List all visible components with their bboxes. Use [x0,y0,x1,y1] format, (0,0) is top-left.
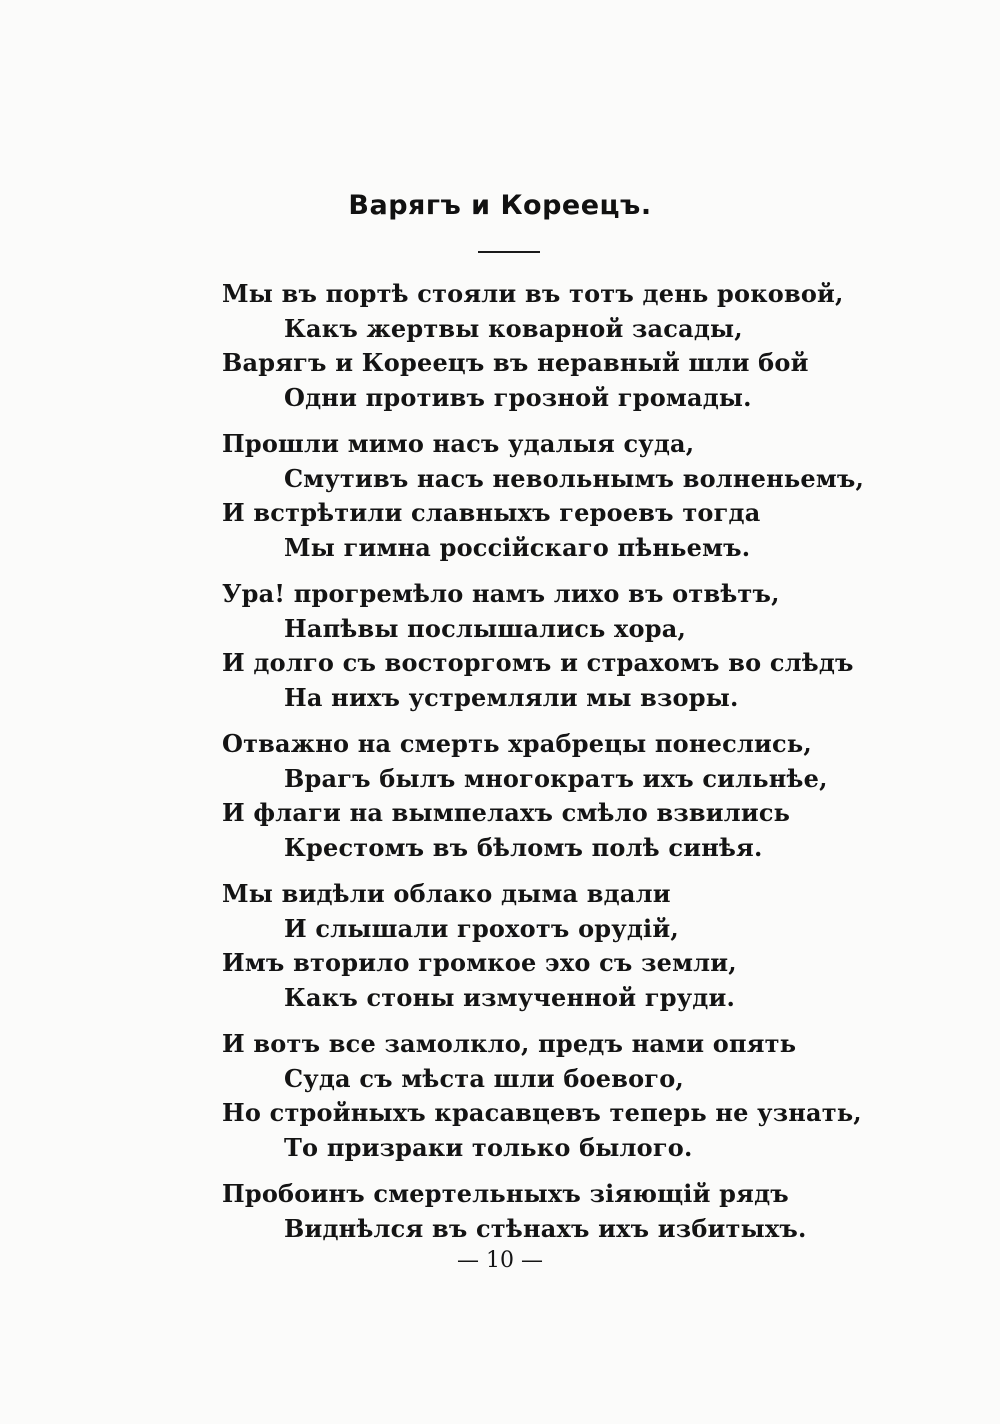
stanza [222,727,828,865]
verse-line: Но стройныхъ красавцевъ теперь не узнать, [222,1098,862,1127]
verse-line: Мы видѣли облако дыма вдали [222,879,671,908]
stanza [222,277,844,415]
poem-body [222,277,865,1258]
verse-line: И встрѣтили славныхъ героевъ тогда [222,498,761,527]
verse-line: Имъ вторило громкое эхо съ земли, [222,948,737,977]
verse-line: Суда съ мѣста шли боевого, [284,1063,684,1093]
verse-line: Мы гимна россійскаго пѣньемъ. [284,532,751,562]
stanza [222,577,854,715]
verse-line: Смутивъ насъ невольнымъ волненьемъ, [284,463,865,493]
title-divider [478,251,540,253]
verse-line: Отважно на смерть храбрецы понеслись, [222,729,812,758]
verse-line: Пробоинъ смертельныхъ зіяющій рядъ [222,1179,789,1208]
stanza [222,1177,822,1246]
verse-line: Ура! прогремѣло намъ лихо въ отвѣтъ, [222,579,780,608]
verse-line: На нихъ устремляли мы взоры. [284,682,739,712]
stanza [222,877,822,1015]
verse-line: Мы въ портѣ стояли въ тотъ день роковой, [222,279,844,308]
verse-line: И долго съ восторгомъ и страхомъ во слѣдъ [222,648,854,677]
verse-line: Напѣвы послышались хора, [284,613,687,643]
poem-title: Варягъ и Кореецъ. [348,190,652,221]
stanza [222,1027,862,1165]
verse-line: Прошли мимо насъ удалыя суда, [222,429,695,458]
verse-line: И вотъ все замолкло, предъ нами опять [222,1029,797,1058]
verse-line: Одни противъ грозной громады. [284,382,752,412]
verse-line: И слышали грохотъ орудій, [284,913,679,943]
verse-line: И флаги на вымпелахъ смѣло взвились [222,798,791,827]
page-number: — 10 — [457,1248,543,1273]
verse-line: Какъ жертвы коварной засады, [284,313,743,343]
verse-line: Врагъ былъ многократъ ихъ сильнѣе, [284,763,828,793]
stanza [222,427,865,565]
verse-line: Крестомъ въ бѣломъ полѣ синѣя. [284,832,763,862]
verse-line: Виднѣлся въ стѣнахъ ихъ избитыхъ. [284,1213,807,1243]
verse-line: Варягъ и Кореецъ въ неравный шли бой [222,348,809,377]
verse-line: Какъ стоны измученной груди. [284,982,736,1012]
verse-line: То призраки только былого. [284,1132,693,1162]
